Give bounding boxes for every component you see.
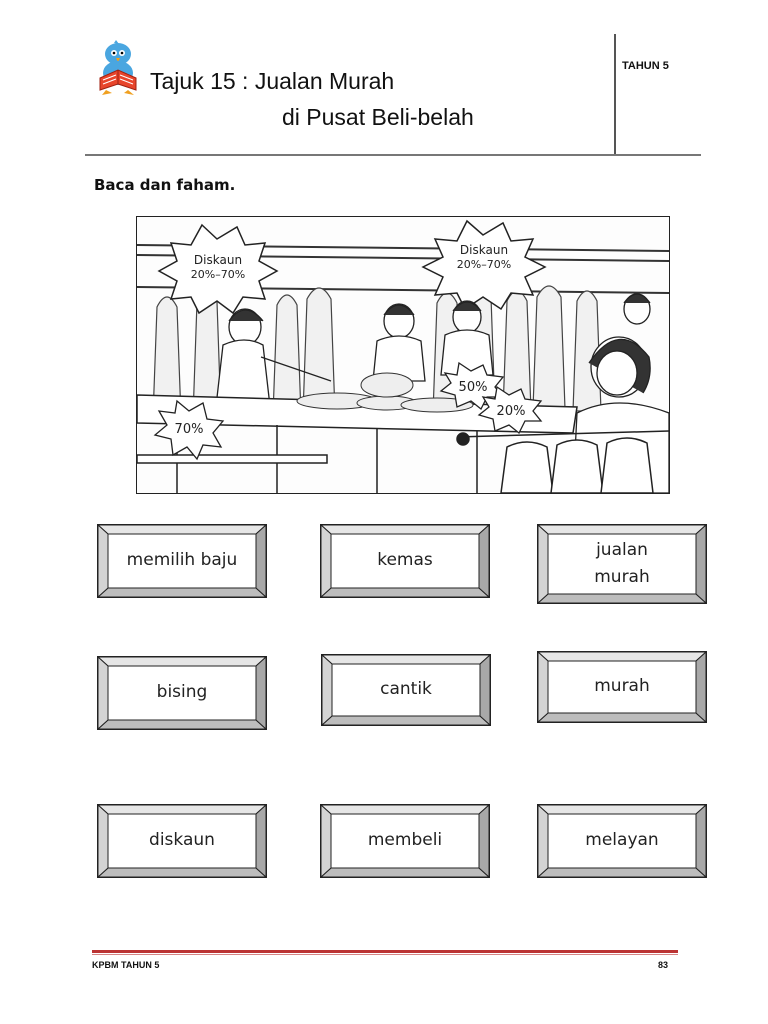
word-card-melayan[interactable] [537, 804, 707, 878]
header-divider-vertical [614, 34, 616, 156]
word-card-kemas[interactable] [320, 524, 490, 598]
bird-reading-book-icon [92, 40, 150, 96]
footer-course-label: KPBM TAHUN 5 [92, 960, 160, 970]
word-label: membeli [367, 830, 443, 851]
page-title-line-2: di Pusat Beli-belah [282, 104, 474, 130]
year-label: TAHUN 5 [622, 60, 669, 72]
sale-scene-illustration [136, 216, 670, 494]
footer-rule [92, 950, 678, 953]
word-label: jualan murah [594, 539, 650, 587]
word-card-bising[interactable] [97, 656, 267, 730]
word-card-jualan-murah[interactable] [537, 524, 707, 604]
word-label: melayan [585, 830, 659, 851]
sign-right-line-1: Diskaun [459, 243, 509, 257]
svg-text:50%: 50% [458, 380, 488, 395]
word-label: cantik [380, 679, 432, 700]
word-label: memilih baju [126, 550, 238, 571]
word-label: bising [156, 682, 208, 703]
instruction-text: Baca dan faham. [94, 176, 236, 194]
footer-rule-thin [92, 954, 678, 955]
word-label: murah [594, 676, 650, 697]
svg-text:20%: 20% [496, 404, 526, 419]
word-card-membeli[interactable] [320, 804, 490, 878]
word-card-memilih-baju[interactable] [97, 524, 267, 598]
word-label: diskaun [149, 830, 215, 851]
svg-text:70%: 70% [174, 422, 204, 437]
word-card-diskaun[interactable] [97, 804, 267, 878]
sign-left-line-1: Diskaun [193, 253, 243, 267]
sign-right-line-2: 20%–70% [456, 258, 512, 271]
word-card-murah[interactable] [537, 651, 707, 723]
word-card-cantik[interactable] [321, 654, 491, 726]
sign-left-line-2: 20%–70% [190, 268, 246, 281]
header-divider-horizontal [85, 154, 701, 156]
page-title-line-1: Tajuk 15 : Jualan Murah [150, 68, 395, 94]
word-label: kemas [377, 550, 433, 571]
footer-page-number: 83 [658, 960, 669, 970]
